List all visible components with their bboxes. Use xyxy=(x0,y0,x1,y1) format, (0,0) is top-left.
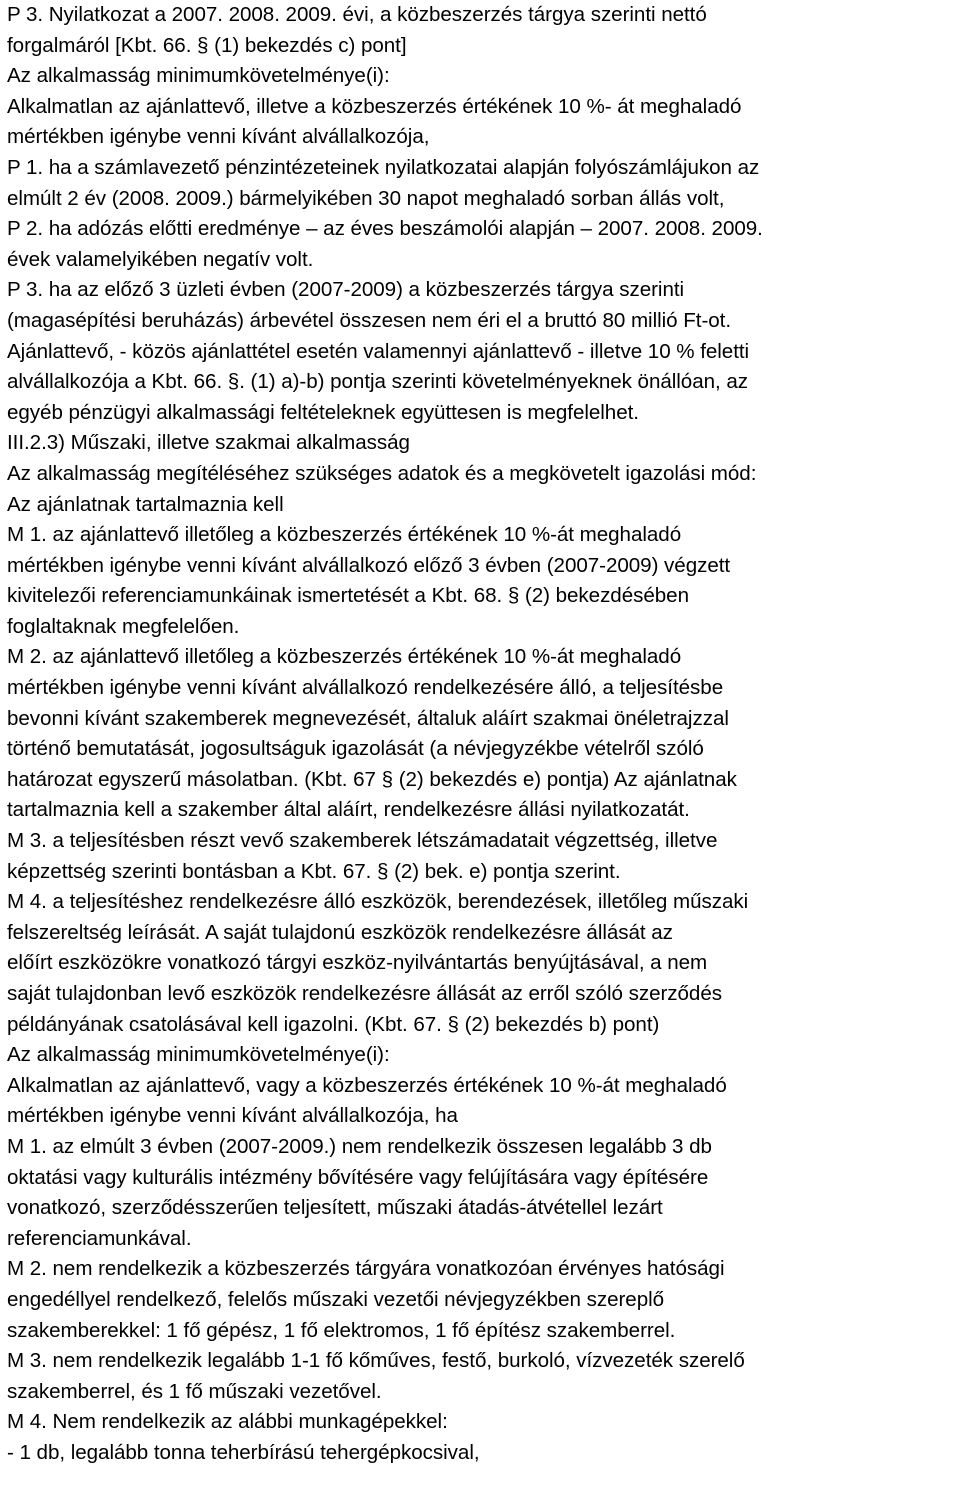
text-line: oktatási vagy kulturális intézmény bővítésére vagy felújítására vagy építésére xyxy=(7,1165,709,1189)
text-line: M 4. Nem rendelkezik az alábbi munkagépekkel: xyxy=(7,1410,448,1434)
text-line: évek valamelyikében negatív volt. xyxy=(7,247,314,271)
text-line: M 3. a teljesítésben részt vevő szakemberek létszámadatait végzettség, illetve xyxy=(7,829,718,853)
text-line: képzettség szerinti bontásban a Kbt. 67. § (2) bek. e) pontja szerint. xyxy=(7,859,621,883)
text-line: mértékben igénybe venni kívánt alvállalkozó rendelkezésére álló, a teljesítésbe xyxy=(7,676,724,700)
text-line: mértékben igénybe venni kívánt alvállalkozó előző 3 évben (2007-2009) végzett xyxy=(7,553,731,577)
text-line: alvállalkozója a Kbt. 66. §. (1) a)-b) pontja szerinti követelményeknek önállóan, az xyxy=(7,370,749,394)
text-line: előírt eszközökre vonatkozó tárgyi eszköz-nyilvántartás benyújtásával, a nem xyxy=(7,951,708,975)
text-line: referenciamunkával. xyxy=(7,1226,192,1250)
text-line: Alkalmatlan az ajánlattevő, vagy a közbeszerzés értékének 10 %-át meghaladó xyxy=(7,1073,727,1097)
text-line: Az alkalmasság minimumkövetelménye(i): xyxy=(7,1043,390,1067)
text-line: Az alkalmasság minimumkövetelménye(i): xyxy=(7,64,390,88)
text-line: M 1. az ajánlattevő illetőleg a közbeszerzés értékének 10 %-át meghaladó xyxy=(7,523,682,547)
text-line: P 3. ha az előző 3 üzleti évben (2007-2009) a közbeszerzés tárgya szerinti xyxy=(7,278,685,302)
text-line: P 2. ha adózás előtti eredménye – az éves beszámolói alapján – 2007. 2008. 2009. xyxy=(7,217,763,241)
text-line: példányának csatolásával kell igazolni. (Kbt. 67. § (2) bekezdés b) pont) xyxy=(7,1012,660,1036)
text-line: Az alkalmasság megítéléséhez szükséges adatok és a megkövetelt igazolási mód: xyxy=(7,461,757,485)
text-line: Alkalmatlan az ajánlattevő, illetve a közbeszerzés értékének 10 %- át meghaladó xyxy=(7,94,742,118)
text-line: foglaltaknak megfelelően. xyxy=(7,614,240,638)
text-line: P 1. ha a számlavezető pénzintézeteinek nyilatkozatai alapján folyószámlájukon az xyxy=(7,155,760,179)
text-line: elmúlt 2 év (2008. 2009.) bármelyikében 30 napot meghaladó sorban állás volt, xyxy=(7,186,725,210)
text-line: vonatkozó, szerződésszerűen teljesített, műszaki átadás-átvétellel lezárt xyxy=(7,1196,663,1220)
text-line: M 2. az ajánlattevő illetőleg a közbeszerzés értékének 10 %-át meghaladó xyxy=(7,645,682,669)
text-line: szakemberrel, és 1 fő műszaki vezetővel. xyxy=(7,1379,382,1403)
text-line: kivitelezői referenciamunkáinak ismertetését a Kbt. 68. § (2) bekezdésében xyxy=(7,584,689,608)
text-line: Az ajánlatnak tartalmaznia kell xyxy=(7,492,284,516)
text-line: bevonni kívánt szakemberek megnevezését, általuk aláírt szakmai önéletrajzzal xyxy=(7,706,729,730)
text-line: Ajánlattevő, - közös ajánlattétel esetén valamennyi ajánlattevő - illetve 10 % feletti xyxy=(7,339,750,363)
text-line: határozat egyszerű másolatban. (Kbt. 67 § (2) bekezdés e) pontja) Az ajánlatnak xyxy=(7,767,737,791)
text-line: - 1 db, legalább tonna teherbírású tehergépkocsival, xyxy=(7,1440,480,1464)
text-line: M 1. az elmúlt 3 évben (2007-2009.) nem rendelkezik összesen legalább 3 db xyxy=(7,1134,712,1158)
text-line: P 3. Nyilatkozat a 2007. 2008. 2009. évi, a közbeszerzés tárgya szerinti nettó xyxy=(7,3,707,26)
text-line: mértékben igénybe venni kívánt alvállalkozója, xyxy=(7,125,430,149)
section-heading: III.2.3) Műszaki, illetve szakmai alkalmasság xyxy=(7,431,410,455)
text-line: M 4. a teljesítéshez rendelkezésre álló eszközök, berendezések, illetőleg műszaki xyxy=(7,890,749,914)
text-line: tartalmaznia kell a szakember által aláírt, rendelkezésre állási nyilatkozatát. xyxy=(7,798,690,822)
text-line: engedéllyel rendelkező, felelős műszaki vezetői névjegyzékben szereplő xyxy=(7,1287,665,1311)
text-line: történő bemutatását, jogosultságuk igazolását (a névjegyzékbe vételről szóló xyxy=(7,737,704,761)
text-line: mértékben igénybe venni kívánt alvállalkozója, ha xyxy=(7,1104,458,1128)
document-page xyxy=(7,0,957,1469)
text-line: M 2. nem rendelkezik a közbeszerzés tárgyára vonatkozóan érvényes hatósági xyxy=(7,1257,725,1281)
text-line: szakemberekkel: 1 fő gépész, 1 fő elektromos, 1 fő építész szakemberrel. xyxy=(7,1318,676,1342)
text-line: egyéb pénzügyi alkalmassági feltételeknek együttesen is megfelelhet. xyxy=(7,400,639,424)
text-line: forgalmáról [Kbt. 66. § (1) bekezdés c) pont] xyxy=(7,33,407,57)
text-line: felszereltség leírását. A saját tulajdonú eszközök rendelkezésre állását az xyxy=(7,920,673,944)
text-line: M 3. nem rendelkezik legalább 1-1 fő kőműves, festő, burkoló, vízvezeték szerelő xyxy=(7,1349,745,1373)
text-line: (magasépítési beruházás) árbevétel összesen nem éri el a bruttó 80 millió Ft-ot. xyxy=(7,308,731,332)
text-line: saját tulajdonban levő eszközök rendelkezésre állását az erről szóló szerződés xyxy=(7,982,722,1005)
